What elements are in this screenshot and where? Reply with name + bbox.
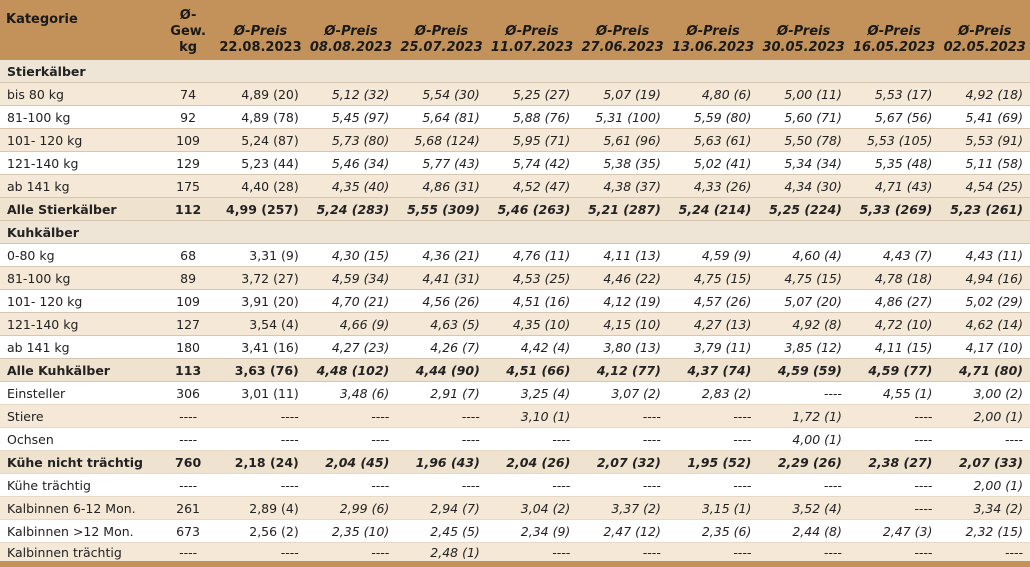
- price-cell: 3,01 (11): [215, 382, 306, 405]
- price-cell: 4,59 (9): [668, 244, 759, 267]
- price-cell: 4,12 (77): [577, 359, 668, 382]
- header-gewicht: [161, 0, 215, 60]
- price-cell: 5,46 (34): [306, 152, 397, 175]
- price-cell: [577, 221, 668, 244]
- price-cell: 2,07 (33): [939, 451, 1030, 474]
- price-cell: ----: [939, 543, 1030, 565]
- header-preis-label: Ø-Preis: [233, 24, 288, 39]
- weight-cell: 129: [161, 152, 215, 175]
- price-cell: 2,34 (9): [487, 520, 578, 543]
- price-cell: 4,51 (66): [487, 359, 578, 382]
- price-cell: 3,91 (20): [215, 290, 306, 313]
- price-cell: 4,71 (80): [939, 359, 1030, 382]
- weight-cell: 180: [161, 336, 215, 359]
- table-row: [0, 267, 1030, 290]
- price-cell: 3,15 (1): [668, 497, 759, 520]
- price-cell: 4,44 (90): [396, 359, 487, 382]
- price-cell: 4,38 (37): [577, 175, 668, 198]
- price-cell: 5,12 (32): [306, 83, 397, 106]
- price-cell: 5,53 (91): [939, 129, 1030, 152]
- price-cell: ----: [577, 428, 668, 451]
- price-cell: 4,37 (74): [668, 359, 759, 382]
- price-cell: 2,29 (26): [758, 451, 849, 474]
- weight-cell: 92: [161, 106, 215, 129]
- header-date-col: [939, 0, 1030, 60]
- weight-cell: ----: [161, 428, 215, 451]
- price-cell: 3,07 (2): [577, 382, 668, 405]
- price-cell: 4,75 (15): [758, 267, 849, 290]
- section-label: Kuhkälber: [0, 221, 161, 244]
- price-cell: [396, 221, 487, 244]
- header-date-col: [668, 0, 759, 60]
- weight-cell: [161, 60, 215, 83]
- price-cell: [306, 221, 397, 244]
- price-cell: 3,79 (11): [668, 336, 759, 359]
- weight-cell: 68: [161, 244, 215, 267]
- price-cell: 3,72 (27): [215, 267, 306, 290]
- weight-cell: ----: [161, 474, 215, 497]
- header-date-col: [487, 0, 578, 60]
- price-cell: ----: [306, 543, 397, 565]
- price-cell: ----: [306, 428, 397, 451]
- row-label: 121-140 kg: [0, 152, 161, 175]
- price-cell: [577, 60, 668, 83]
- price-cell: [215, 60, 306, 83]
- price-cell: 4,41 (31): [396, 267, 487, 290]
- price-cell: 3,85 (12): [758, 336, 849, 359]
- table-row: [0, 405, 1030, 428]
- header-date: 27.06.2023: [581, 40, 664, 55]
- price-cell: 5,24 (283): [306, 198, 397, 221]
- price-cell: 4,36 (21): [396, 244, 487, 267]
- price-cell: 4,17 (10): [939, 336, 1030, 359]
- price-cell: [849, 60, 940, 83]
- price-cell: 4,34 (30): [758, 175, 849, 198]
- price-cell: 4,35 (10): [487, 313, 578, 336]
- price-cell: 5,60 (71): [758, 106, 849, 129]
- price-cell: [306, 60, 397, 83]
- section-row: [0, 60, 1030, 83]
- header-date-col: [306, 0, 397, 60]
- price-cell: 2,91 (7): [396, 382, 487, 405]
- weight-cell: [161, 221, 215, 244]
- header-date-col: [577, 0, 668, 60]
- row-label: 81-100 kg: [0, 267, 161, 290]
- price-cell: 5,07 (19): [577, 83, 668, 106]
- table-row: [0, 129, 1030, 152]
- price-cell: ----: [577, 474, 668, 497]
- row-label: Kalbinnen >12 Mon.: [0, 520, 161, 543]
- price-cell: 4,12 (19): [577, 290, 668, 313]
- price-cell: 2,00 (1): [939, 405, 1030, 428]
- price-cell: 4,53 (25): [487, 267, 578, 290]
- row-label: bis 80 kg: [0, 83, 161, 106]
- header-preis-label: Ø-Preis: [776, 24, 831, 39]
- price-cell: 5,45 (97): [306, 106, 397, 129]
- price-cell: 5,46 (263): [487, 198, 578, 221]
- price-cell: 3,48 (6): [306, 382, 397, 405]
- price-cell: 5,38 (35): [577, 152, 668, 175]
- price-cell: ----: [215, 543, 306, 565]
- weight-cell: 89: [161, 267, 215, 290]
- weight-cell: 109: [161, 290, 215, 313]
- header-preis-label: Ø-Preis: [595, 24, 650, 39]
- row-label: 81-100 kg: [0, 106, 161, 129]
- price-cell: 5,53 (17): [849, 83, 940, 106]
- price-cell: 5,68 (124): [396, 129, 487, 152]
- price-cell: 5,34 (34): [758, 152, 849, 175]
- price-cell: 5,23 (44): [215, 152, 306, 175]
- price-cell: ----: [849, 497, 940, 520]
- price-cell: ----: [396, 428, 487, 451]
- price-cell: ----: [577, 405, 668, 428]
- price-cell: 4,00 (1): [758, 428, 849, 451]
- weight-cell: 760: [161, 451, 215, 474]
- price-cell: 4,59 (34): [306, 267, 397, 290]
- price-cell: 4,92 (18): [939, 83, 1030, 106]
- price-cell: 3,54 (4): [215, 313, 306, 336]
- price-cell: 4,33 (26): [668, 175, 759, 198]
- price-cell: 2,99 (6): [306, 497, 397, 520]
- weight-cell: ----: [161, 543, 215, 565]
- price-cell: [487, 221, 578, 244]
- table-row: [0, 451, 1030, 474]
- price-cell: ----: [306, 474, 397, 497]
- weight-cell: 112: [161, 198, 215, 221]
- price-cell: 5,73 (80): [306, 129, 397, 152]
- price-cell: 4,48 (102): [306, 359, 397, 382]
- price-cell: 4,70 (21): [306, 290, 397, 313]
- price-cell: 4,57 (26): [668, 290, 759, 313]
- price-cell: 4,89 (20): [215, 83, 306, 106]
- weight-cell: 175: [161, 175, 215, 198]
- table-row: [0, 152, 1030, 175]
- price-cell: 1,95 (52): [668, 451, 759, 474]
- price-cell: 5,35 (48): [849, 152, 940, 175]
- price-cell: 4,15 (10): [577, 313, 668, 336]
- table-row: [0, 428, 1030, 451]
- table-row: [0, 382, 1030, 405]
- price-cell: 5,07 (20): [758, 290, 849, 313]
- price-cell: 3,25 (4): [487, 382, 578, 405]
- price-cell: 3,37 (2): [577, 497, 668, 520]
- price-cell: ----: [577, 543, 668, 565]
- row-label: ab 141 kg: [0, 175, 161, 198]
- price-cell: 3,10 (1): [487, 405, 578, 428]
- price-cell: 5,55 (309): [396, 198, 487, 221]
- price-cell: ----: [487, 474, 578, 497]
- price-cell: ----: [758, 474, 849, 497]
- price-cell: 4,94 (16): [939, 267, 1030, 290]
- price-cell: 4,86 (27): [849, 290, 940, 313]
- row-label: 121-140 kg: [0, 313, 161, 336]
- weight-cell: ----: [161, 405, 215, 428]
- price-cell: 4,26 (7): [396, 336, 487, 359]
- price-cell: 2,18 (24): [215, 451, 306, 474]
- price-cell: 4,63 (5): [396, 313, 487, 336]
- price-cell: 5,24 (87): [215, 129, 306, 152]
- price-cell: 5,50 (78): [758, 129, 849, 152]
- price-cell: [487, 60, 578, 83]
- price-cell: 2,07 (32): [577, 451, 668, 474]
- price-cell: 5,41 (69): [939, 106, 1030, 129]
- price-cell: 4,42 (4): [487, 336, 578, 359]
- header-date-col: [849, 0, 940, 60]
- price-cell: 5,25 (27): [487, 83, 578, 106]
- header-gewicht-label: Ø-Gew.: [170, 8, 206, 39]
- row-label: 101- 120 kg: [0, 129, 161, 152]
- price-cell: 3,31 (9): [215, 244, 306, 267]
- table-row: [0, 543, 1030, 565]
- price-cell: 4,80 (6): [668, 83, 759, 106]
- price-cell: 5,54 (30): [396, 83, 487, 106]
- table-row: [0, 175, 1030, 198]
- price-cell: 5,21 (287): [577, 198, 668, 221]
- price-cell: [215, 221, 306, 244]
- row-label: Ochsen: [0, 428, 161, 451]
- table-row: [0, 106, 1030, 129]
- header-kategorie: Kategorie: [0, 0, 161, 60]
- price-cell: 2,04 (26): [487, 451, 578, 474]
- price-cell: [939, 221, 1030, 244]
- price-cell: 4,72 (10): [849, 313, 940, 336]
- header-date: 08.08.2023: [309, 40, 393, 55]
- price-cell: 4,43 (7): [849, 244, 940, 267]
- price-cell: 3,00 (2): [939, 382, 1030, 405]
- total-row: [0, 198, 1030, 221]
- price-cell: 2,35 (10): [306, 520, 397, 543]
- header-preis-label: Ø-Preis: [867, 24, 921, 39]
- weight-cell: 261: [161, 497, 215, 520]
- header-date: 11.07.2023: [490, 40, 574, 55]
- price-cell: 5,74 (42): [487, 152, 578, 175]
- price-cell: ----: [758, 543, 849, 565]
- price-cell: 1,96 (43): [396, 451, 487, 474]
- header-date: 22.08.2023: [219, 40, 302, 55]
- price-cell: 5,59 (80): [668, 106, 759, 129]
- price-cell: 5,95 (71): [487, 129, 578, 152]
- price-cell: 4,54 (25): [939, 175, 1030, 198]
- table-row: [0, 520, 1030, 543]
- price-cell: 5,64 (81): [396, 106, 487, 129]
- row-label: ab 141 kg: [0, 336, 161, 359]
- price-cell: 4,11 (15): [849, 336, 940, 359]
- weight-cell: 74: [161, 83, 215, 106]
- price-cell: ----: [849, 474, 940, 497]
- price-cell: 5,23 (261): [939, 198, 1030, 221]
- row-label: Kalbinnen trächtig: [0, 543, 161, 565]
- header-date: 16.05.2023: [852, 40, 936, 55]
- price-cell: 2,48 (1): [396, 543, 487, 565]
- price-cell: 1,72 (1): [758, 405, 849, 428]
- price-cell: ----: [215, 405, 306, 428]
- price-cell: 4,56 (26): [396, 290, 487, 313]
- price-cell: 4,86 (31): [396, 175, 487, 198]
- price-cell: 4,51 (16): [487, 290, 578, 313]
- price-cell: 5,77 (43): [396, 152, 487, 175]
- price-cell: 5,53 (105): [849, 129, 940, 152]
- price-cell: 2,38 (27): [849, 451, 940, 474]
- weight-cell: 113: [161, 359, 215, 382]
- price-cell: [939, 60, 1030, 83]
- price-cell: 4,78 (18): [849, 267, 940, 290]
- price-cell: 4,76 (11): [487, 244, 578, 267]
- header-date: 30.05.2023: [762, 40, 845, 55]
- row-label: Kühe nicht trächtig: [0, 451, 161, 474]
- price-cell: ----: [849, 405, 940, 428]
- price-cell: 4,35 (40): [306, 175, 397, 198]
- price-cell: [758, 221, 849, 244]
- price-cell: ----: [758, 382, 849, 405]
- price-cell: ----: [396, 405, 487, 428]
- header-date-col: [215, 0, 306, 60]
- price-cell: ----: [306, 405, 397, 428]
- price-cell: [668, 221, 759, 244]
- header-gewicht-unit: kg: [179, 40, 198, 55]
- price-cell: 2,89 (4): [215, 497, 306, 520]
- price-cell: ----: [668, 405, 759, 428]
- price-cell: [758, 60, 849, 83]
- row-label: Kühe trächtig: [0, 474, 161, 497]
- section-row: [0, 221, 1030, 244]
- price-cell: 4,40 (28): [215, 175, 306, 198]
- header-date: 02.05.2023: [943, 40, 1026, 55]
- price-cell: ----: [668, 474, 759, 497]
- price-cell: [396, 60, 487, 83]
- price-cell: ----: [849, 543, 940, 565]
- price-cell: 2,35 (6): [668, 520, 759, 543]
- price-cell: 2,45 (5): [396, 520, 487, 543]
- price-cell: 4,43 (11): [939, 244, 1030, 267]
- price-cell: ----: [487, 428, 578, 451]
- header-preis-label: Ø-Preis: [414, 24, 469, 39]
- header-date-col: [758, 0, 849, 60]
- row-label: Alle Stierkälber: [0, 198, 161, 221]
- header-row: [0, 0, 1030, 60]
- row-label: 101- 120 kg: [0, 290, 161, 313]
- price-cell: 2,44 (8): [758, 520, 849, 543]
- price-cell: 3,80 (13): [577, 336, 668, 359]
- table-row: [0, 83, 1030, 106]
- price-cell: 4,55 (1): [849, 382, 940, 405]
- price-cell: 5,02 (29): [939, 290, 1030, 313]
- price-cell: 4,52 (47): [487, 175, 578, 198]
- price-cell: 2,32 (15): [939, 520, 1030, 543]
- header-date: 13.06.2023: [671, 40, 755, 55]
- price-cell: 2,56 (2): [215, 520, 306, 543]
- price-cell: 4,71 (43): [849, 175, 940, 198]
- price-cell: 2,47 (12): [577, 520, 668, 543]
- price-cell: ----: [215, 474, 306, 497]
- price-cell: 3,04 (2): [487, 497, 578, 520]
- price-cell: 3,41 (16): [215, 336, 306, 359]
- weight-cell: 127: [161, 313, 215, 336]
- price-cell: 4,59 (59): [758, 359, 849, 382]
- price-cell: 4,89 (78): [215, 106, 306, 129]
- price-cell: 2,83 (2): [668, 382, 759, 405]
- price-cell: 4,92 (8): [758, 313, 849, 336]
- header-preis-label: Ø-Preis: [324, 24, 378, 39]
- price-cell: 4,27 (13): [668, 313, 759, 336]
- price-cell: 4,30 (15): [306, 244, 397, 267]
- price-cell: 5,31 (100): [577, 106, 668, 129]
- price-cell: 5,11 (58): [939, 152, 1030, 175]
- row-label: Stiere: [0, 405, 161, 428]
- price-cell: 4,59 (77): [849, 359, 940, 382]
- price-cell: ----: [668, 543, 759, 565]
- header-preis-label: Ø-Preis: [686, 24, 740, 39]
- table-row: [0, 497, 1030, 520]
- row-label: Kalbinnen 6-12 Mon.: [0, 497, 161, 520]
- row-label: Alle Kuhkälber: [0, 359, 161, 382]
- price-cell: [668, 60, 759, 83]
- price-cell: 2,00 (1): [939, 474, 1030, 497]
- table-row: [0, 474, 1030, 497]
- weight-cell: 673: [161, 520, 215, 543]
- price-cell: 5,00 (11): [758, 83, 849, 106]
- price-cell: 2,47 (3): [849, 520, 940, 543]
- total-row: [0, 359, 1030, 382]
- price-cell: 4,46 (22): [577, 267, 668, 290]
- price-cell: 5,88 (76): [487, 106, 578, 129]
- table-row: [0, 244, 1030, 267]
- table-row: [0, 336, 1030, 359]
- price-cell: ----: [849, 428, 940, 451]
- header-date: 25.07.2023: [400, 40, 483, 55]
- table-row: [0, 313, 1030, 336]
- price-cell: 3,52 (4): [758, 497, 849, 520]
- price-cell: 4,27 (23): [306, 336, 397, 359]
- price-cell: 4,60 (4): [758, 244, 849, 267]
- row-label: Einsteller: [0, 382, 161, 405]
- price-cell: ----: [668, 428, 759, 451]
- price-cell: 5,25 (224): [758, 198, 849, 221]
- price-cell: 4,66 (9): [306, 313, 397, 336]
- price-cell: 5,67 (56): [849, 106, 940, 129]
- row-label: 0-80 kg: [0, 244, 161, 267]
- weight-cell: 109: [161, 129, 215, 152]
- price-cell: 5,63 (61): [668, 129, 759, 152]
- header-preis-label: Ø-Preis: [958, 24, 1012, 39]
- price-cell: 4,99 (257): [215, 198, 306, 221]
- price-cell: ----: [396, 474, 487, 497]
- price-cell: ----: [939, 428, 1030, 451]
- header-date-col: [396, 0, 487, 60]
- price-cell: 2,04 (45): [306, 451, 397, 474]
- weight-cell: 306: [161, 382, 215, 405]
- price-cell: 5,61 (96): [577, 129, 668, 152]
- price-cell: 5,33 (269): [849, 198, 940, 221]
- price-cell: 2,94 (7): [396, 497, 487, 520]
- price-cell: 4,62 (14): [939, 313, 1030, 336]
- section-label: Stierkälber: [0, 60, 161, 83]
- price-cell: 4,11 (13): [577, 244, 668, 267]
- price-cell: 5,24 (214): [668, 198, 759, 221]
- price-cell: 3,63 (76): [215, 359, 306, 382]
- header-preis-label: Ø-Preis: [505, 24, 559, 39]
- price-cell: 4,75 (15): [668, 267, 759, 290]
- table-row: [0, 290, 1030, 313]
- price-cell: 3,34 (2): [939, 497, 1030, 520]
- price-cell: ----: [215, 428, 306, 451]
- price-cell: [849, 221, 940, 244]
- price-cell: 5,02 (41): [668, 152, 759, 175]
- price-cell: ----: [487, 543, 578, 565]
